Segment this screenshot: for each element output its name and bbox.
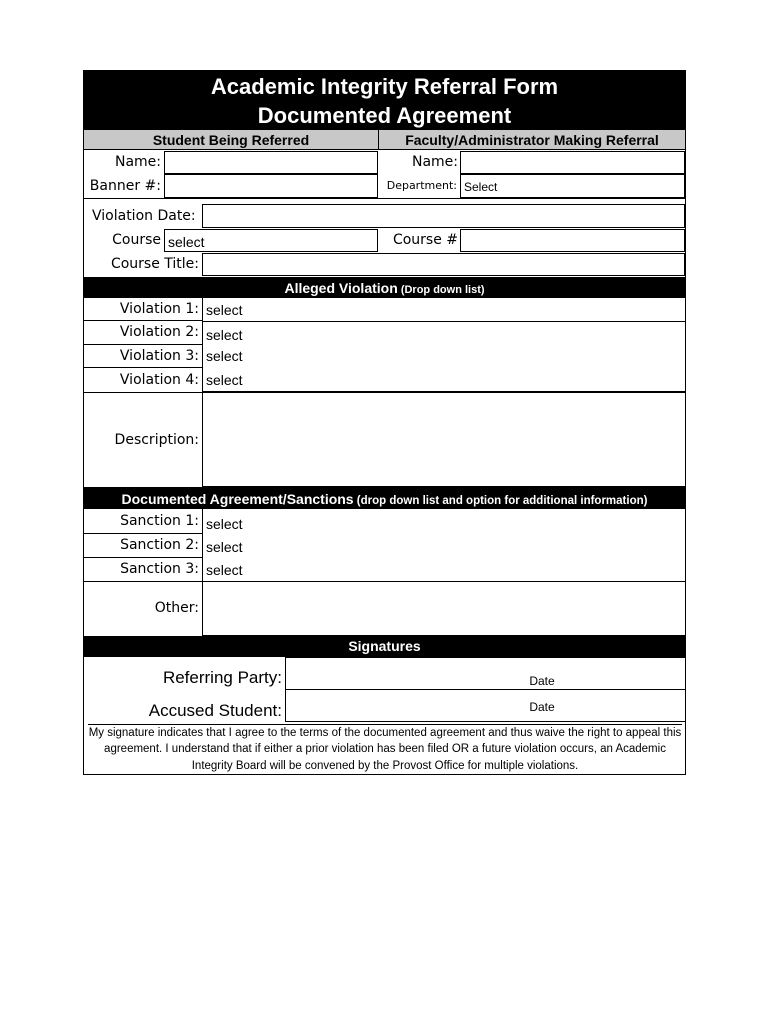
alleged-violation-title: Alleged Violation: [284, 280, 398, 296]
department-select[interactable]: Select: [460, 174, 685, 198]
course-number-label: Course #: [392, 232, 458, 248]
faculty-name-input[interactable]: [460, 151, 685, 174]
sanctions-title: Documented Agreement/Sanctions: [121, 491, 354, 507]
form-title: [84, 71, 685, 130]
other-input[interactable]: [202, 581, 686, 636]
alleged-violation-header: [84, 277, 685, 298]
sanctions-note: (drop down list and option for additional information): [353, 495, 648, 507]
sanction-3-label: Sanction 3:: [120, 561, 199, 577]
sanction-1-select[interactable]: select: [202, 509, 685, 534]
student-name-label: Name:: [114, 154, 161, 170]
referring-party-signature[interactable]: [285, 657, 686, 690]
alleged-violation-note: (Drop down list): [397, 284, 485, 296]
banner-input[interactable]: [164, 174, 378, 198]
date-label-2: Date: [529, 700, 555, 714]
course-number-input[interactable]: [460, 229, 685, 252]
violation-date-label: Violation Date:: [92, 208, 196, 224]
violation-1-select[interactable]: select: [202, 298, 685, 321]
sanction-1-label: Sanction 1:: [84, 509, 202, 534]
violation-date-input[interactable]: [202, 204, 685, 228]
sanction-2-select[interactable]: select: [202, 534, 685, 558]
faculty-section-header: [378, 130, 685, 150]
title-line-1: Academic Integrity Referral Form: [210, 74, 559, 99]
description-input[interactable]: [202, 392, 686, 487]
faculty-section-title: Faculty/Administrator Making Referral: [405, 132, 659, 148]
student-section-title: Student Being Referred: [152, 132, 310, 148]
sanction-2-label: Sanction 2:: [84, 534, 202, 558]
violation-3-select[interactable]: select: [202, 345, 685, 368]
student-section-header: [84, 130, 378, 150]
violation-2-label: Violation 2:: [84, 321, 202, 345]
disclaimer-text: My signature indicates that I agree to the terms of the documented agreement and thus waive the right to appeal this agreement. I understand that if either a prior violation has been filed OR a future violation occurs, an Academic Integrity Board will be convened by the Provost Office for multiple violations.: [88, 724, 682, 774]
course-title-input[interactable]: [202, 253, 685, 276]
description-label: Description:: [114, 432, 199, 448]
course-title-label: Course Title:: [110, 256, 199, 272]
faculty-name-label: Name:: [411, 154, 458, 170]
accused-student-label: Accused Student:: [148, 701, 282, 720]
course-label: Course: [112, 232, 161, 248]
violation-1-label: Violation 1:: [84, 298, 202, 321]
signatures-header: Signatures: [84, 636, 685, 657]
student-name-input[interactable]: [164, 151, 378, 174]
title-line-2: Documented Agreement: [257, 103, 512, 128]
sanction-3-select[interactable]: select: [202, 558, 685, 582]
banner-label: Banner #:: [89, 178, 161, 194]
referring-party-label: Referring Party:: [162, 668, 282, 687]
course-select[interactable]: select: [164, 229, 378, 252]
violation-4-label: Violation 4:: [119, 372, 199, 388]
accused-student-signature[interactable]: [285, 689, 686, 722]
department-label: Department:: [386, 179, 457, 192]
sanctions-header: [84, 487, 685, 509]
violation-2-select[interactable]: select: [202, 321, 685, 345]
violation-4-select[interactable]: select: [202, 368, 685, 392]
violation-3-label: Violation 3:: [84, 345, 202, 368]
other-label: Other:: [154, 600, 199, 616]
date-label-1: Date: [529, 674, 555, 688]
